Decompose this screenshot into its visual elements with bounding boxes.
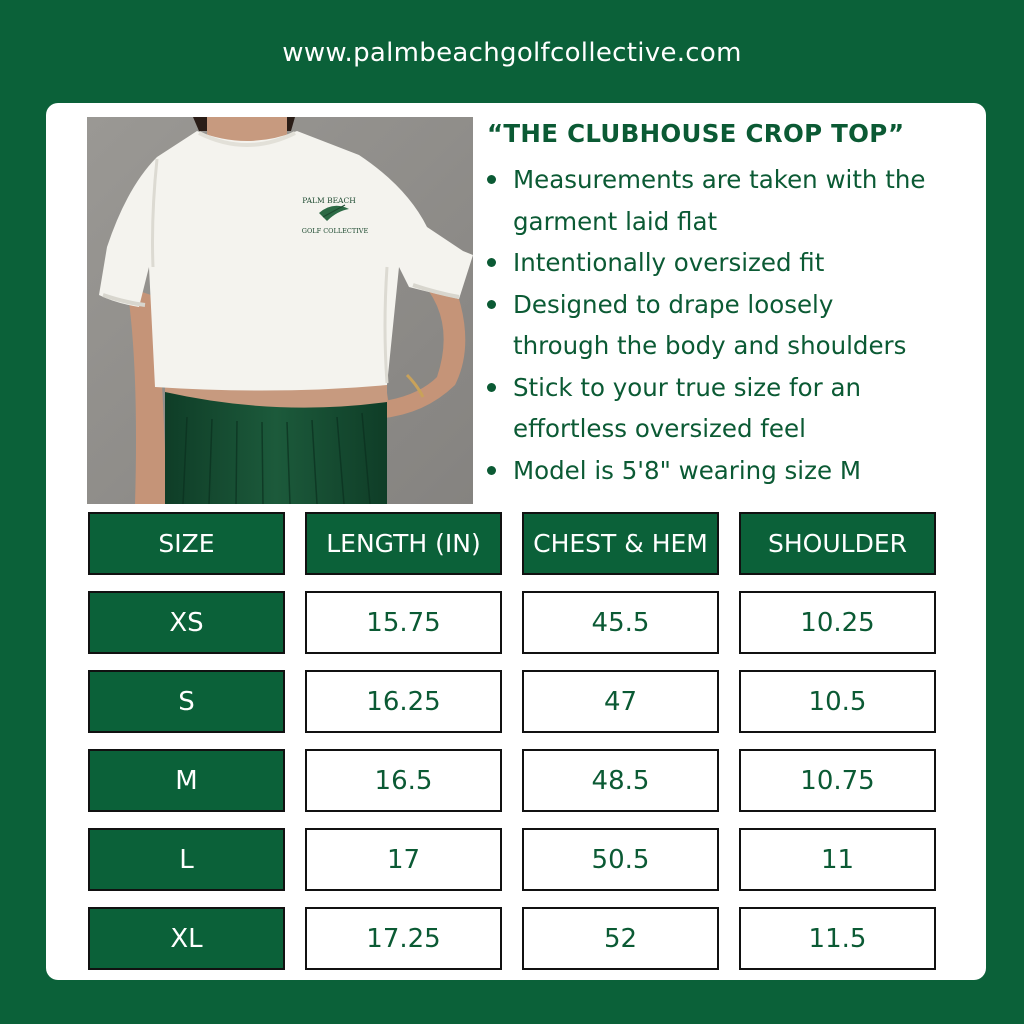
bullet-line: Stick to your true size for an: [513, 372, 862, 402]
site-url[interactable]: www.palmbeachgolfcollective.com: [282, 38, 742, 68]
bullet-line: Model is 5'8" wearing size M: [513, 455, 861, 485]
length-cell: 15.75: [305, 591, 502, 654]
length-cell: 16.5: [305, 749, 502, 812]
bullet-line: garment laid flat: [513, 206, 718, 236]
model-photo: [87, 117, 473, 504]
bullet-dot: [487, 258, 496, 267]
size-cell: XL: [88, 907, 285, 970]
bullet-item: [483, 159, 963, 242]
bullet-item: [483, 284, 963, 367]
size-guide-card: [46, 103, 986, 980]
product-bullet-list: [483, 159, 963, 491]
header-chest-hem: CHEST & HEM: [522, 512, 719, 575]
size-cell: L: [88, 828, 285, 891]
chest-hem-cell: 50.5: [522, 828, 719, 891]
size-cell: M: [88, 749, 285, 812]
shoulder-cell: 11: [739, 828, 936, 891]
header-shoulder: SHOULDER: [739, 512, 936, 575]
header-length: LENGTH (IN): [305, 512, 502, 575]
header-size: SIZE: [88, 512, 285, 575]
bullet-line: through the body and shoulders: [513, 331, 907, 360]
chest-hem-cell: 45.5: [522, 591, 719, 654]
bullet-line: Designed to drape loosely: [513, 289, 834, 319]
shoulder-cell: 10.25: [739, 591, 936, 654]
svg-text:PALM BEACH: PALM BEACH: [302, 196, 356, 205]
product-title: “THE CLUBHOUSE CROP TOP”: [487, 119, 905, 148]
bullet-dot: [487, 466, 496, 475]
chest-hem-cell: 52: [522, 907, 719, 970]
bullet-item: [483, 367, 963, 450]
length-cell: 17.25: [305, 907, 502, 970]
bullet-dot: [487, 175, 496, 184]
size-cell: XS: [88, 591, 285, 654]
length-cell: 17: [305, 828, 502, 891]
svg-text:GOLF COLLECTIVE: GOLF COLLECTIVE: [301, 227, 369, 235]
size-cell: S: [88, 670, 285, 733]
bullet-line: Measurements are taken with the: [513, 165, 926, 194]
chest-hem-cell: 47: [522, 670, 719, 733]
shoulder-cell: 11.5: [739, 907, 936, 970]
bullet-item: [483, 450, 963, 492]
chest-hem-cell: 48.5: [522, 749, 719, 812]
shoulder-cell: 10.75: [739, 749, 936, 812]
bullet-line: effortless oversized feel: [513, 414, 806, 443]
shoulder-cell: 10.5: [739, 670, 936, 733]
length-cell: 16.25: [305, 670, 502, 733]
bullet-dot: [487, 300, 496, 309]
bullet-item: [483, 242, 963, 284]
bullet-line: Intentionally oversized fit: [513, 248, 825, 277]
bullet-dot: [487, 383, 496, 392]
